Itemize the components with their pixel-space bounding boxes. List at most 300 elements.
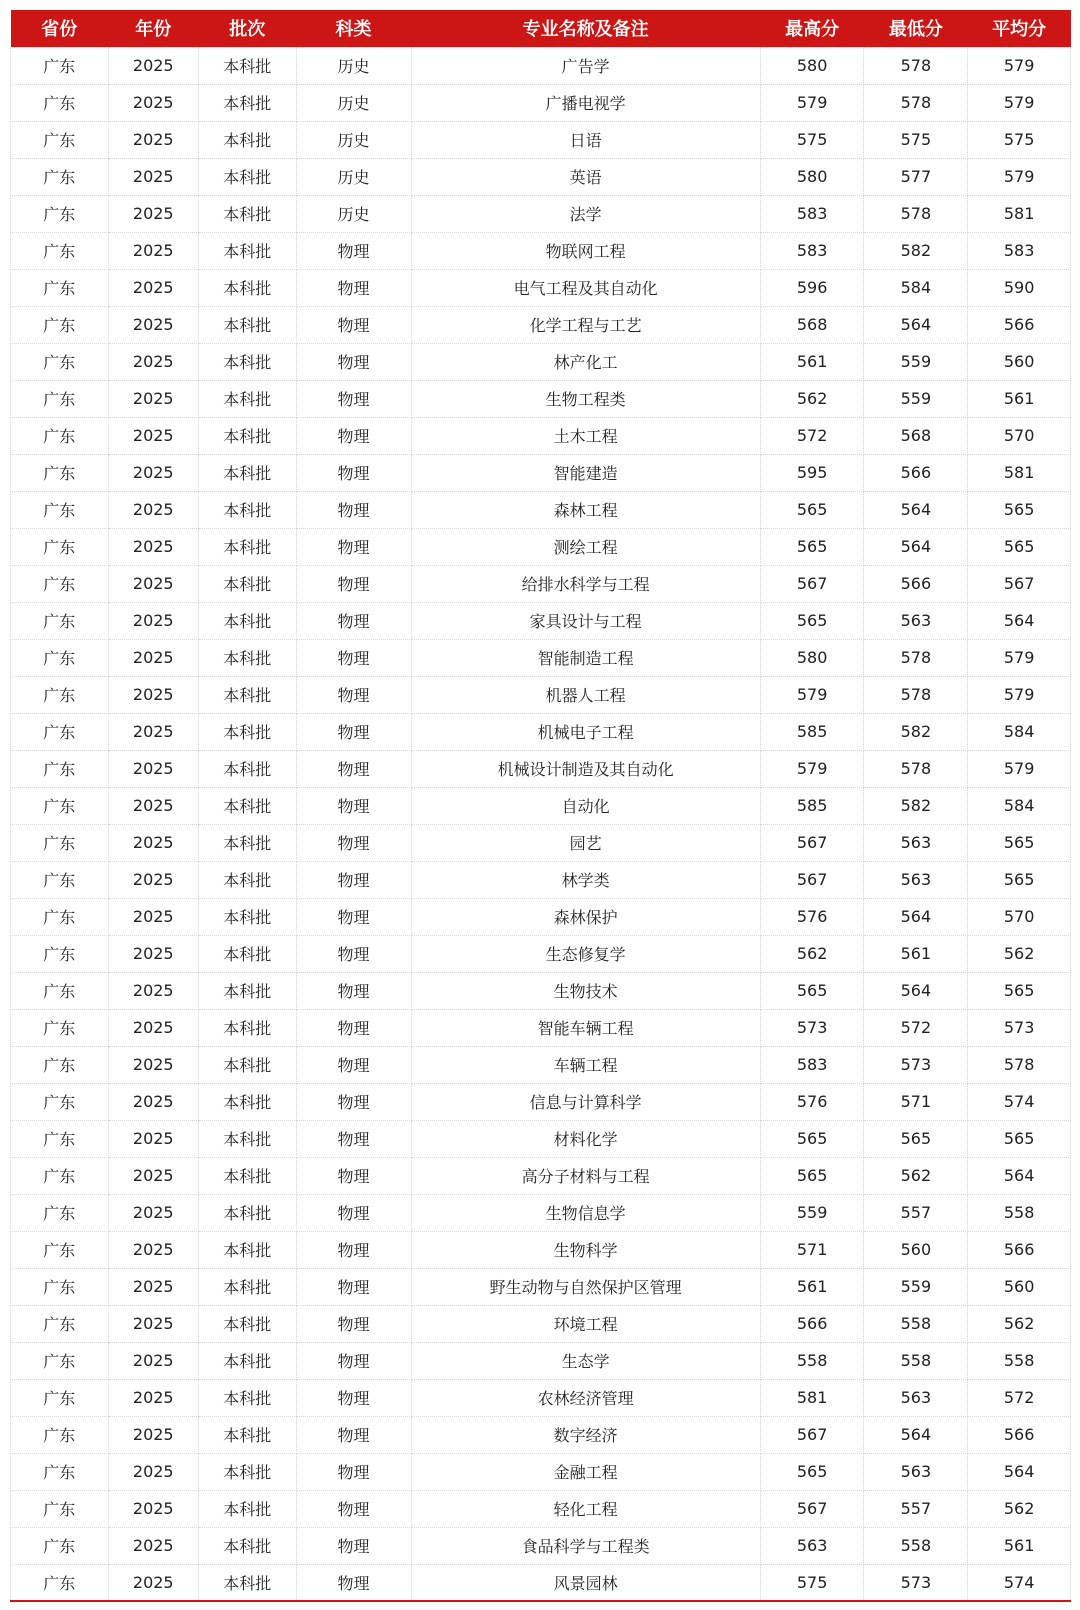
cell-min-score: 557 [864,1194,968,1231]
cell-year: 2025 [108,1046,198,1083]
cell-batch: 本科批 [198,1194,296,1231]
cell-max-score: 575 [760,1564,864,1601]
cell-min-score: 578 [864,47,968,84]
cell-batch: 本科批 [198,1453,296,1490]
cell-max-score: 567 [760,565,864,602]
header-major-name: 专业名称及备注 [522,19,649,41]
cell-batch: 本科批 [198,269,296,306]
cell-year: 2025 [108,935,198,972]
cell-max-score: 580 [760,158,864,195]
cell-batch: 本科批 [198,676,296,713]
cell-year: 2025 [108,972,198,1009]
cell-min-score: 562 [864,1157,968,1194]
cell-subject-type: 物理 [296,898,411,935]
table-row [11,1194,1071,1231]
cell-subject-type: 物理 [296,1490,411,1527]
header-batch: 批次 [229,19,266,41]
cell-year: 2025 [108,343,198,380]
cell-min-score: 578 [864,84,968,121]
cell-avg-score: 579 [968,639,1071,676]
cell-major-name: 智能车辆工程 [411,1009,760,1046]
cell-major-name: 广播电视学 [411,84,760,121]
cell-year: 2025 [108,1416,198,1453]
cell-year: 2025 [108,565,198,602]
table-row [11,898,1071,935]
cell-min-score: 561 [864,935,968,972]
cell-major-name: 数字经济 [411,1416,760,1453]
cell-batch: 本科批 [198,565,296,602]
cell-avg-score: 566 [968,306,1071,343]
cell-batch: 本科批 [198,713,296,750]
header-min-score: 最低分 [888,19,943,41]
cell-subject-type: 物理 [296,343,411,380]
cell-subject-type: 物理 [296,1564,411,1601]
cell-min-score: 560 [864,1231,968,1268]
cell-province: 广东 [11,269,109,306]
table-row [11,528,1071,565]
cell-major-name: 高分子材料与工程 [411,1157,760,1194]
cell-major-name: 土木工程 [411,417,760,454]
table-row [11,1342,1071,1379]
cell-batch: 本科批 [198,602,296,639]
cell-batch: 本科批 [198,528,296,565]
cell-province: 广东 [11,972,109,1009]
table-row [11,1305,1071,1342]
cell-max-score: 567 [760,824,864,861]
cell-subject-type: 物理 [296,1268,411,1305]
cell-batch: 本科批 [198,491,296,528]
cell-max-score: 562 [760,380,864,417]
cell-max-score: 576 [760,898,864,935]
cell-max-score: 595 [760,454,864,491]
header-max-score: 最高分 [785,19,840,41]
table-body [11,47,1071,1601]
cell-min-score: 559 [864,1268,968,1305]
cell-batch: 本科批 [198,47,296,84]
cell-min-score: 564 [864,491,968,528]
cell-min-score: 568 [864,417,968,454]
cell-min-score: 564 [864,528,968,565]
cell-major-name: 森林工程 [411,491,760,528]
table-row [11,972,1071,1009]
cell-avg-score: 572 [968,1379,1071,1416]
cell-avg-score: 574 [968,1083,1071,1120]
cell-province: 广东 [11,306,109,343]
cell-avg-score: 578 [968,1046,1071,1083]
table-row [11,824,1071,861]
cell-min-score: 573 [864,1564,968,1601]
cell-max-score: 596 [760,269,864,306]
cell-year: 2025 [108,84,198,121]
table-row [11,1268,1071,1305]
cell-min-score: 564 [864,1416,968,1453]
cell-subject-type: 历史 [296,195,411,232]
cell-year: 2025 [108,454,198,491]
cell-max-score: 562 [760,935,864,972]
table-row [11,787,1071,824]
table-row [11,639,1071,676]
table-row [11,1120,1071,1157]
cell-avg-score: 566 [968,1231,1071,1268]
cell-major-name: 电气工程及其自动化 [411,269,760,306]
cell-year: 2025 [108,1564,198,1601]
table-row [11,343,1071,380]
cell-max-score: 580 [760,47,864,84]
cell-min-score: 582 [864,787,968,824]
cell-province: 广东 [11,47,109,84]
cell-max-score: 579 [760,676,864,713]
cell-avg-score: 574 [968,1564,1071,1601]
cell-province: 广东 [11,1268,109,1305]
cell-max-score: 583 [760,1046,864,1083]
cell-avg-score: 584 [968,787,1071,824]
cell-batch: 本科批 [198,1083,296,1120]
cell-batch: 本科批 [198,195,296,232]
cell-min-score: 572 [864,1009,968,1046]
table-row [11,232,1071,269]
cell-min-score: 564 [864,898,968,935]
cell-min-score: 558 [864,1527,968,1564]
cell-avg-score: 561 [968,1527,1071,1564]
cell-avg-score: 560 [968,1268,1071,1305]
table-row [11,1157,1071,1194]
cell-max-score: 565 [760,602,864,639]
cell-province: 广东 [11,528,109,565]
cell-year: 2025 [108,713,198,750]
cell-province: 广东 [11,232,109,269]
cell-year: 2025 [108,417,198,454]
cell-batch: 本科批 [198,972,296,1009]
cell-min-score: 557 [864,1490,968,1527]
cell-subject-type: 物理 [296,824,411,861]
cell-min-score: 558 [864,1342,968,1379]
cell-year: 2025 [108,1379,198,1416]
cell-batch: 本科批 [198,1157,296,1194]
cell-max-score: 576 [760,1083,864,1120]
cell-year: 2025 [108,750,198,787]
cell-max-score: 580 [760,639,864,676]
cell-max-score: 563 [760,1527,864,1564]
cell-min-score: 584 [864,269,968,306]
cell-subject-type: 物理 [296,306,411,343]
cell-province: 广东 [11,1194,109,1231]
cell-batch: 本科批 [198,121,296,158]
table-row [11,121,1071,158]
cell-min-score: 563 [864,1453,968,1490]
header-avg-score: 平均分 [992,19,1047,41]
cell-subject-type: 物理 [296,1231,411,1268]
cell-batch: 本科批 [198,639,296,676]
cell-major-name: 日语 [411,121,760,158]
table-row [11,1453,1071,1490]
cell-batch: 本科批 [198,343,296,380]
cell-subject-type: 物理 [296,417,411,454]
cell-year: 2025 [108,158,198,195]
cell-major-name: 生物信息学 [411,1194,760,1231]
cell-batch: 本科批 [198,1268,296,1305]
cell-max-score: 579 [760,84,864,121]
cell-subject-type: 物理 [296,269,411,306]
cell-province: 广东 [11,602,109,639]
cell-province: 广东 [11,380,109,417]
cell-min-score: 578 [864,639,968,676]
cell-major-name: 家具设计与工程 [411,602,760,639]
cell-avg-score: 567 [968,565,1071,602]
cell-year: 2025 [108,1231,198,1268]
cell-min-score: 578 [864,750,968,787]
table-row [11,676,1071,713]
table-row [11,84,1071,121]
cell-avg-score: 565 [968,491,1071,528]
cell-min-score: 573 [864,1046,968,1083]
cell-year: 2025 [108,1157,198,1194]
cell-year: 2025 [108,269,198,306]
cell-province: 广东 [11,1490,109,1527]
cell-province: 广东 [11,861,109,898]
cell-subject-type: 历史 [296,84,411,121]
cell-min-score: 575 [864,121,968,158]
cell-max-score: 573 [760,1009,864,1046]
cell-subject-type: 物理 [296,1527,411,1564]
cell-year: 2025 [108,861,198,898]
cell-major-name: 森林保护 [411,898,760,935]
cell-avg-score: 579 [968,676,1071,713]
cell-province: 广东 [11,1305,109,1342]
cell-avg-score: 581 [968,195,1071,232]
cell-avg-score: 562 [968,1305,1071,1342]
cell-avg-score: 562 [968,1490,1071,1527]
cell-subject-type: 物理 [296,528,411,565]
cell-province: 广东 [11,787,109,824]
table-row [11,1527,1071,1564]
header-year: 年份 [135,19,172,41]
cell-province: 广东 [11,1009,109,1046]
table-row [11,158,1071,195]
cell-min-score: 559 [864,380,968,417]
cell-major-name: 金融工程 [411,1453,760,1490]
cell-major-name: 林学类 [411,861,760,898]
cell-avg-score: 565 [968,824,1071,861]
cell-subject-type: 物理 [296,787,411,824]
cell-major-name: 生态修复学 [411,935,760,972]
cell-major-name: 轻化工程 [411,1490,760,1527]
cell-subject-type: 物理 [296,232,411,269]
cell-min-score: 571 [864,1083,968,1120]
cell-max-score: 561 [760,343,864,380]
cell-max-score: 585 [760,787,864,824]
cell-major-name: 测绘工程 [411,528,760,565]
cell-batch: 本科批 [198,417,296,454]
admission-score-table [10,10,1071,1602]
cell-batch: 本科批 [198,1416,296,1453]
cell-avg-score: 558 [968,1194,1071,1231]
cell-min-score: 563 [864,1379,968,1416]
cell-avg-score: 558 [968,1342,1071,1379]
cell-province: 广东 [11,1564,109,1601]
table-row [11,1379,1071,1416]
cell-year: 2025 [108,602,198,639]
cell-max-score: 575 [760,121,864,158]
cell-batch: 本科批 [198,1009,296,1046]
cell-avg-score: 564 [968,1157,1071,1194]
cell-subject-type: 物理 [296,713,411,750]
cell-batch: 本科批 [198,158,296,195]
cell-min-score: 558 [864,1305,968,1342]
table-row [11,269,1071,306]
table-row [11,1083,1071,1120]
cell-year: 2025 [108,1009,198,1046]
cell-year: 2025 [108,1194,198,1231]
table-row [11,750,1071,787]
cell-batch: 本科批 [198,1305,296,1342]
cell-avg-score: 575 [968,121,1071,158]
cell-year: 2025 [108,380,198,417]
cell-max-score: 565 [760,491,864,528]
cell-max-score: 565 [760,1120,864,1157]
table-row [11,1046,1071,1083]
cell-province: 广东 [11,750,109,787]
cell-province: 广东 [11,565,109,602]
cell-province: 广东 [11,676,109,713]
cell-max-score: 561 [760,1268,864,1305]
cell-min-score: 566 [864,454,968,491]
cell-province: 广东 [11,121,109,158]
cell-subject-type: 物理 [296,1342,411,1379]
cell-avg-score: 581 [968,454,1071,491]
cell-subject-type: 物理 [296,750,411,787]
cell-subject-type: 物理 [296,861,411,898]
cell-max-score: 572 [760,417,864,454]
cell-major-name: 食品科学与工程类 [411,1527,760,1564]
cell-subject-type: 历史 [296,47,411,84]
cell-province: 广东 [11,1046,109,1083]
cell-year: 2025 [108,1453,198,1490]
cell-batch: 本科批 [198,861,296,898]
cell-avg-score: 573 [968,1009,1071,1046]
cell-batch: 本科批 [198,1231,296,1268]
cell-province: 广东 [11,343,109,380]
cell-major-name: 材料化学 [411,1120,760,1157]
cell-avg-score: 579 [968,750,1071,787]
cell-min-score: 564 [864,972,968,1009]
cell-min-score: 578 [864,195,968,232]
cell-major-name: 风景园林 [411,1564,760,1601]
cell-max-score: 571 [760,1231,864,1268]
cell-max-score: 567 [760,1490,864,1527]
cell-major-name: 机械设计制造及其自动化 [411,750,760,787]
cell-max-score: 567 [760,1416,864,1453]
cell-min-score: 578 [864,676,968,713]
cell-province: 广东 [11,1083,109,1120]
cell-province: 广东 [11,639,109,676]
cell-province: 广东 [11,195,109,232]
cell-subject-type: 历史 [296,121,411,158]
cell-year: 2025 [108,787,198,824]
cell-year: 2025 [108,1305,198,1342]
cell-year: 2025 [108,491,198,528]
cell-batch: 本科批 [198,454,296,491]
cell-max-score: 585 [760,713,864,750]
cell-subject-type: 物理 [296,935,411,972]
cell-major-name: 化学工程与工艺 [411,306,760,343]
cell-min-score: 559 [864,343,968,380]
cell-year: 2025 [108,1268,198,1305]
cell-batch: 本科批 [198,380,296,417]
cell-avg-score: 564 [968,602,1071,639]
cell-max-score: 565 [760,1453,864,1490]
cell-major-name: 智能建造 [411,454,760,491]
cell-province: 广东 [11,491,109,528]
cell-province: 广东 [11,1231,109,1268]
cell-year: 2025 [108,47,198,84]
cell-subject-type: 物理 [296,639,411,676]
cell-avg-score: 565 [968,861,1071,898]
cell-subject-type: 物理 [296,565,411,602]
table-row [11,47,1071,84]
table-row [11,380,1071,417]
cell-major-name: 园艺 [411,824,760,861]
cell-major-name: 法学 [411,195,760,232]
cell-batch: 本科批 [198,84,296,121]
cell-subject-type: 物理 [296,1194,411,1231]
cell-major-name: 生物工程类 [411,380,760,417]
cell-subject-type: 历史 [296,158,411,195]
cell-province: 广东 [11,824,109,861]
cell-province: 广东 [11,1527,109,1564]
cell-subject-type: 物理 [296,1083,411,1120]
cell-major-name: 生态学 [411,1342,760,1379]
cell-subject-type: 物理 [296,1305,411,1342]
table-row [11,195,1071,232]
cell-max-score: 583 [760,232,864,269]
cell-avg-score: 564 [968,1453,1071,1490]
cell-avg-score: 562 [968,935,1071,972]
cell-year: 2025 [108,528,198,565]
cell-batch: 本科批 [198,1490,296,1527]
cell-province: 广东 [11,84,109,121]
cell-avg-score: 565 [968,972,1071,1009]
cell-province: 广东 [11,454,109,491]
cell-year: 2025 [108,824,198,861]
cell-avg-score: 584 [968,713,1071,750]
cell-province: 广东 [11,1416,109,1453]
cell-batch: 本科批 [198,1379,296,1416]
cell-major-name: 机器人工程 [411,676,760,713]
cell-subject-type: 物理 [296,1046,411,1083]
header-province: 省份 [41,19,78,41]
cell-avg-score: 565 [968,1120,1071,1157]
cell-avg-score: 579 [968,158,1071,195]
cell-major-name: 环境工程 [411,1305,760,1342]
cell-subject-type: 物理 [296,1453,411,1490]
table-row [11,1490,1071,1527]
cell-max-score: 566 [760,1305,864,1342]
cell-min-score: 564 [864,306,968,343]
cell-max-score: 565 [760,1157,864,1194]
cell-min-score: 563 [864,824,968,861]
table-row [11,565,1071,602]
table-row [11,1416,1071,1453]
cell-avg-score: 566 [968,1416,1071,1453]
cell-max-score: 565 [760,972,864,1009]
cell-batch: 本科批 [198,898,296,935]
table-row [11,935,1071,972]
cell-avg-score: 570 [968,417,1071,454]
cell-batch: 本科批 [198,1342,296,1379]
cell-major-name: 林产化工 [411,343,760,380]
cell-province: 广东 [11,1120,109,1157]
cell-major-name: 给排水科学与工程 [411,565,760,602]
